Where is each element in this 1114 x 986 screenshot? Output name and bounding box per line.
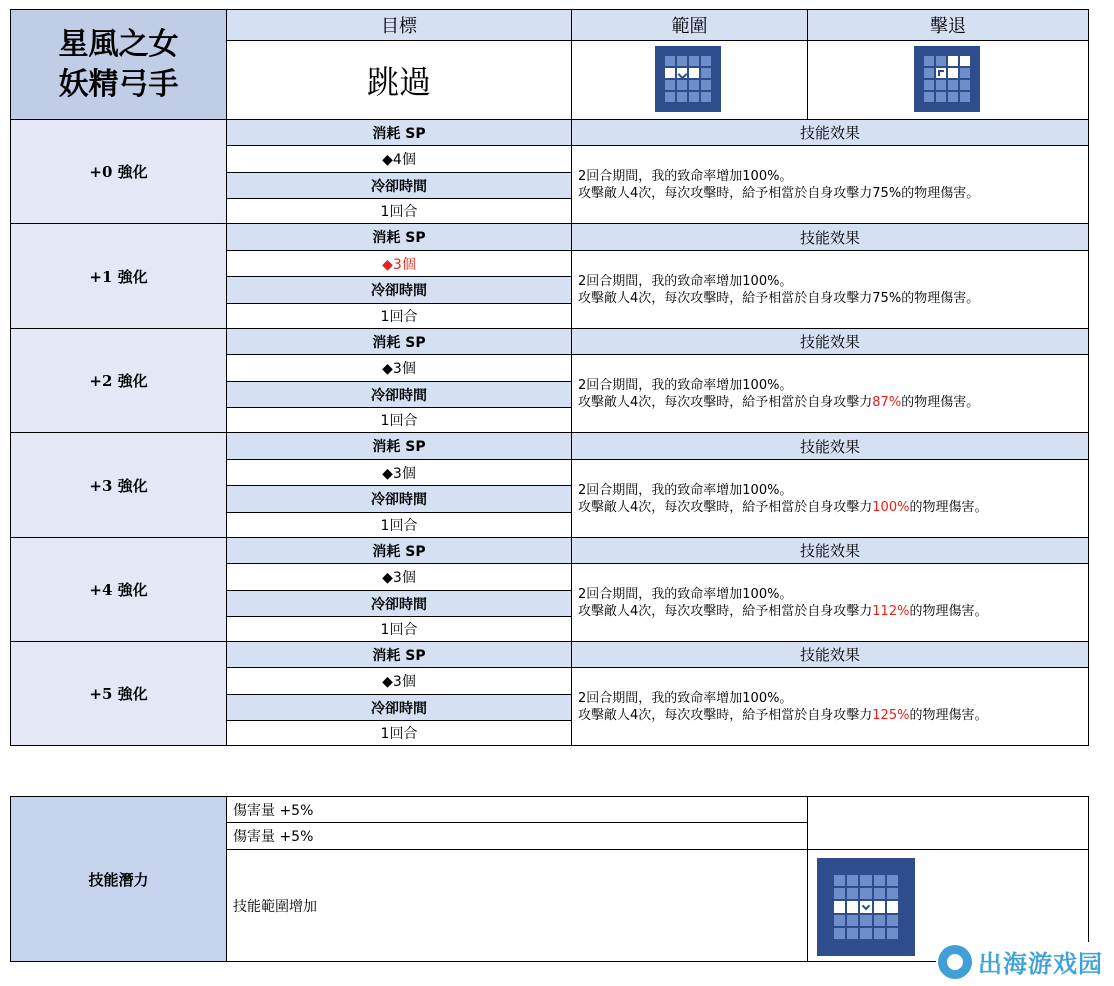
effect-text-post: 的物理傷害。 <box>909 499 988 515</box>
range-cell <box>571 40 808 120</box>
potential-row-2: 傷害量 +5% <box>226 822 808 850</box>
skill-effect-header: 技能效果 <box>571 432 1089 460</box>
effect-text-pre: 攻擊敵人4次，每次攻擊時，給予相當於自身攻擊力 <box>578 185 873 201</box>
col-header-target: 目標 <box>226 9 572 41</box>
effect-text-pre: 攻擊敵人4次，每次攻擊時，給予相當於自身攻擊力 <box>578 707 873 723</box>
col-header-range: 範圍 <box>571 9 808 41</box>
effect-damage-percent: 87% <box>872 394 902 410</box>
effect-line-2 <box>578 707 987 724</box>
effect-line-2 <box>578 603 987 620</box>
sp-cost-header: 消耗 SP <box>226 641 572 668</box>
effect-line-1: 2回合期間，我的致命率增加100%。 <box>578 377 793 393</box>
knockback-cell <box>807 40 1089 120</box>
effect-damage-percent: 75% <box>872 290 902 306</box>
sp-cost-value: ◆3個 <box>226 563 572 591</box>
title-line-1: 星風之女 <box>58 26 179 62</box>
effect-text-post: 的物理傷害。 <box>909 603 988 619</box>
cooldown-value: 1回合 <box>226 616 572 642</box>
grid-range-icon <box>655 46 721 112</box>
watermark-logo <box>936 942 1111 983</box>
watermark-text: 出海游戏园 <box>978 950 1103 978</box>
effect-line-1: 2回合期間，我的致命率增加100%。 <box>578 482 793 498</box>
sp-cost-value: ◆4個 <box>226 145 572 173</box>
skill-effect-text <box>571 563 1089 642</box>
skill-effect-text <box>571 145 1089 224</box>
skill-effect-header: 技能效果 <box>571 223 1089 251</box>
skill-effect-header: 技能效果 <box>571 328 1089 355</box>
sp-cost-header: 消耗 SP <box>226 223 572 251</box>
sp-cost-value: ◆3個 <box>226 459 572 486</box>
potential-blank-cell <box>807 796 1089 850</box>
skill-effect-header: 技能效果 <box>571 537 1089 564</box>
sp-cost-value: ◆3個 <box>226 250 572 277</box>
level-label: +0 強化 <box>10 119 227 224</box>
effect-text-pre: 攻擊敵人4次，每次攻擊時，給予相當於自身攻擊力 <box>578 603 873 619</box>
skill-effect-header: 技能效果 <box>571 641 1089 668</box>
cooldown-value: 1回合 <box>226 512 572 538</box>
potential-row-1: 傷害量 +5% <box>226 796 808 823</box>
potential-label: 技能潛力 <box>10 796 227 962</box>
sp-cost-header: 消耗 SP <box>226 328 572 355</box>
site-logo-icon <box>938 945 972 979</box>
cooldown-header: 冷卻時間 <box>226 590 572 617</box>
potential-row-3: 技能範圍增加 <box>226 849 808 962</box>
cooldown-header: 冷卻時間 <box>226 694 572 721</box>
cooldown-header: 冷卻時間 <box>226 381 572 408</box>
effect-text-pre: 攻擊敵人4次，每次攻擊時，給予相當於自身攻擊力 <box>578 499 873 515</box>
skill-effect-text <box>571 354 1089 433</box>
effect-line-2 <box>578 290 979 307</box>
effect-line-2 <box>578 185 979 202</box>
sp-cost-header: 消耗 SP <box>226 432 572 460</box>
cooldown-header: 冷卻時間 <box>226 485 572 513</box>
title-line-2: 妖精弓手 <box>58 66 179 102</box>
level-label: +3 強化 <box>10 432 227 538</box>
effect-text-post: 的物理傷害。 <box>901 290 980 306</box>
skill-effect-header: 技能效果 <box>571 119 1089 146</box>
cooldown-value: 1回合 <box>226 720 572 746</box>
cooldown-header: 冷卻時間 <box>226 172 572 199</box>
cooldown-header: 冷卻時間 <box>226 276 572 304</box>
effect-line-2 <box>578 499 987 516</box>
level-label: +5 強化 <box>10 641 227 746</box>
cooldown-value: 1回合 <box>226 198 572 224</box>
effect-text-pre: 攻擊敵人4次，每次攻擊時，給予相當於自身攻擊力 <box>578 394 873 410</box>
effect-damage-percent: 75% <box>872 185 902 201</box>
cooldown-value: 1回合 <box>226 407 572 433</box>
skill-title <box>10 9 227 120</box>
col-header-knockback: 擊退 <box>807 9 1089 41</box>
grid-knockback-icon <box>914 46 980 112</box>
effect-line-1: 2回合期間，我的致命率增加100%。 <box>578 273 793 289</box>
effect-line-2 <box>578 394 979 411</box>
effect-line-1: 2回合期間，我的致命率增加100%。 <box>578 168 793 184</box>
effect-damage-percent: 100% <box>872 499 910 515</box>
level-label: +1 強化 <box>10 223 227 329</box>
cooldown-value: 1回合 <box>226 303 572 329</box>
skill-effect-text <box>571 667 1089 746</box>
effect-damage-percent: 112% <box>872 603 910 619</box>
level-label: +2 強化 <box>10 328 227 433</box>
effect-line-1: 2回合期間，我的致命率增加100%。 <box>578 586 793 602</box>
level-label: +4 強化 <box>10 537 227 642</box>
effect-text-post: 的物理傷害。 <box>909 707 988 723</box>
skill-effect-text <box>571 459 1089 538</box>
effect-text-pre: 攻擊敵人4次，每次攻擊時，給予相當於自身攻擊力 <box>578 290 873 306</box>
effect-text-post: 的物理傷害。 <box>901 394 980 410</box>
effect-line-1: 2回合期間，我的致命率增加100%。 <box>578 690 793 706</box>
sp-cost-header: 消耗 SP <box>226 119 572 146</box>
expanded-range-grid-icon <box>817 858 915 956</box>
sp-cost-value: ◆3個 <box>226 667 572 695</box>
sp-cost-value: ◆3個 <box>226 354 572 382</box>
target-value: 跳過 <box>226 40 572 120</box>
sp-cost-header: 消耗 SP <box>226 537 572 564</box>
effect-damage-percent: 125% <box>872 707 910 723</box>
skill-effect-text <box>571 250 1089 329</box>
effect-text-post: 的物理傷害。 <box>901 185 980 201</box>
